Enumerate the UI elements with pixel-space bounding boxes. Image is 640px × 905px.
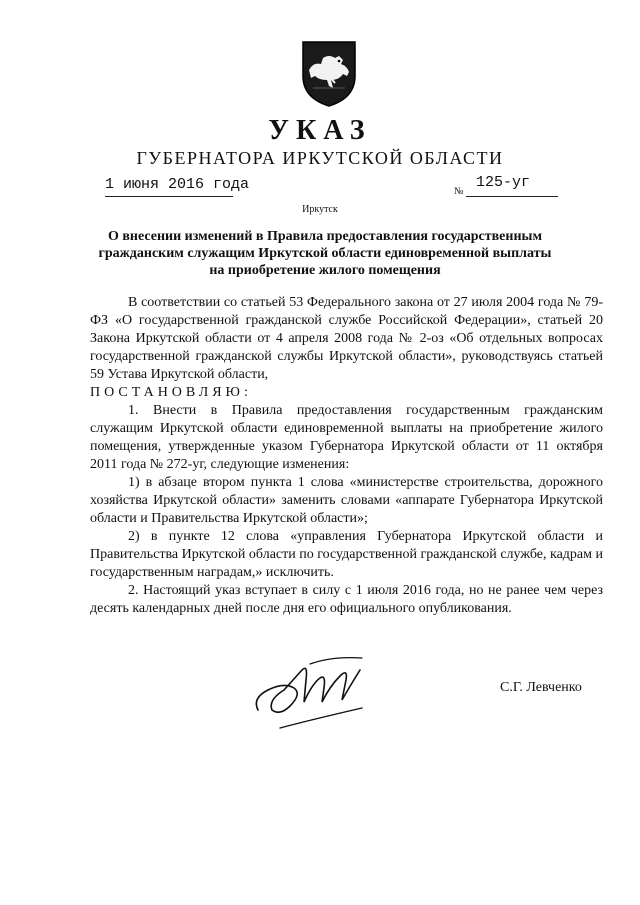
handwritten-signature [250, 650, 375, 735]
coat-of-arms-emblem [299, 36, 359, 108]
place-of-issue: Иркутск [302, 204, 338, 215]
decree-date: 1 июня 2016 года [105, 176, 250, 193]
item-1-subitem-2: 2) в пункте 12 слова «управления Губернатора Иркутской области и Правительства Иркутской области по государственной гражданской службе, кадрам и государственным наградам,» исключить. [90, 529, 603, 580]
number-underline [466, 196, 558, 197]
document-type: УКАЗ [268, 115, 372, 146]
date-underline [105, 196, 233, 197]
decree-title: О внесении изменений в Правила предоставления государственным гражданским служащим Иркутской области единовременной выплаты на приобретение жилого помещения [98, 229, 552, 278]
decree-word: ПОСТАНОВЛЯЮ: [90, 385, 252, 400]
issuer-heading: ГУБЕРНАТОРА ИРКУТСКОЙ ОБЛАСТИ [136, 148, 504, 168]
signer-name: С.Г. Левченко [500, 680, 582, 695]
decree-body [90, 294, 603, 618]
preamble-paragraph: В соответствии со статьей 53 Федерального закона от 27 июля 2004 года № 79-ФЗ «О государственной гражданской службе Российской Федерации», статьей 20 Закона Иркутской области от 4 апреля 2008 года № 2-оз «Об отдельных вопросах государственной гражданской службы Иркутской области», руководствуясь статьей 59 Устава Иркутской области, [90, 295, 603, 382]
decree-number: 125-уг [476, 174, 531, 191]
number-sign: № [454, 186, 464, 197]
item-1-paragraph: 1. Внести в Правила предоставления государственным гражданским служащим Иркутской области единовременной выплаты на приобретение жилого помещения, утвержденные указом Губернатора Иркутской области от 11 октября 2011 года № 272-уг, следующие изменения: [90, 403, 603, 472]
item-1-subitem-1: 1) в абзаце втором пункта 1 слова «министерстве строительства, дорожного хозяйства Иркутской области» заменить словами «аппарате Губернатора Иркутской области и Правительства Иркутской области»; [90, 475, 603, 526]
item-2-paragraph: 2. Настоящий указ вступает в силу с 1 июля 2016 года, но не ранее чем через десять календарных дней после дня его официального опубликования. [90, 583, 603, 616]
